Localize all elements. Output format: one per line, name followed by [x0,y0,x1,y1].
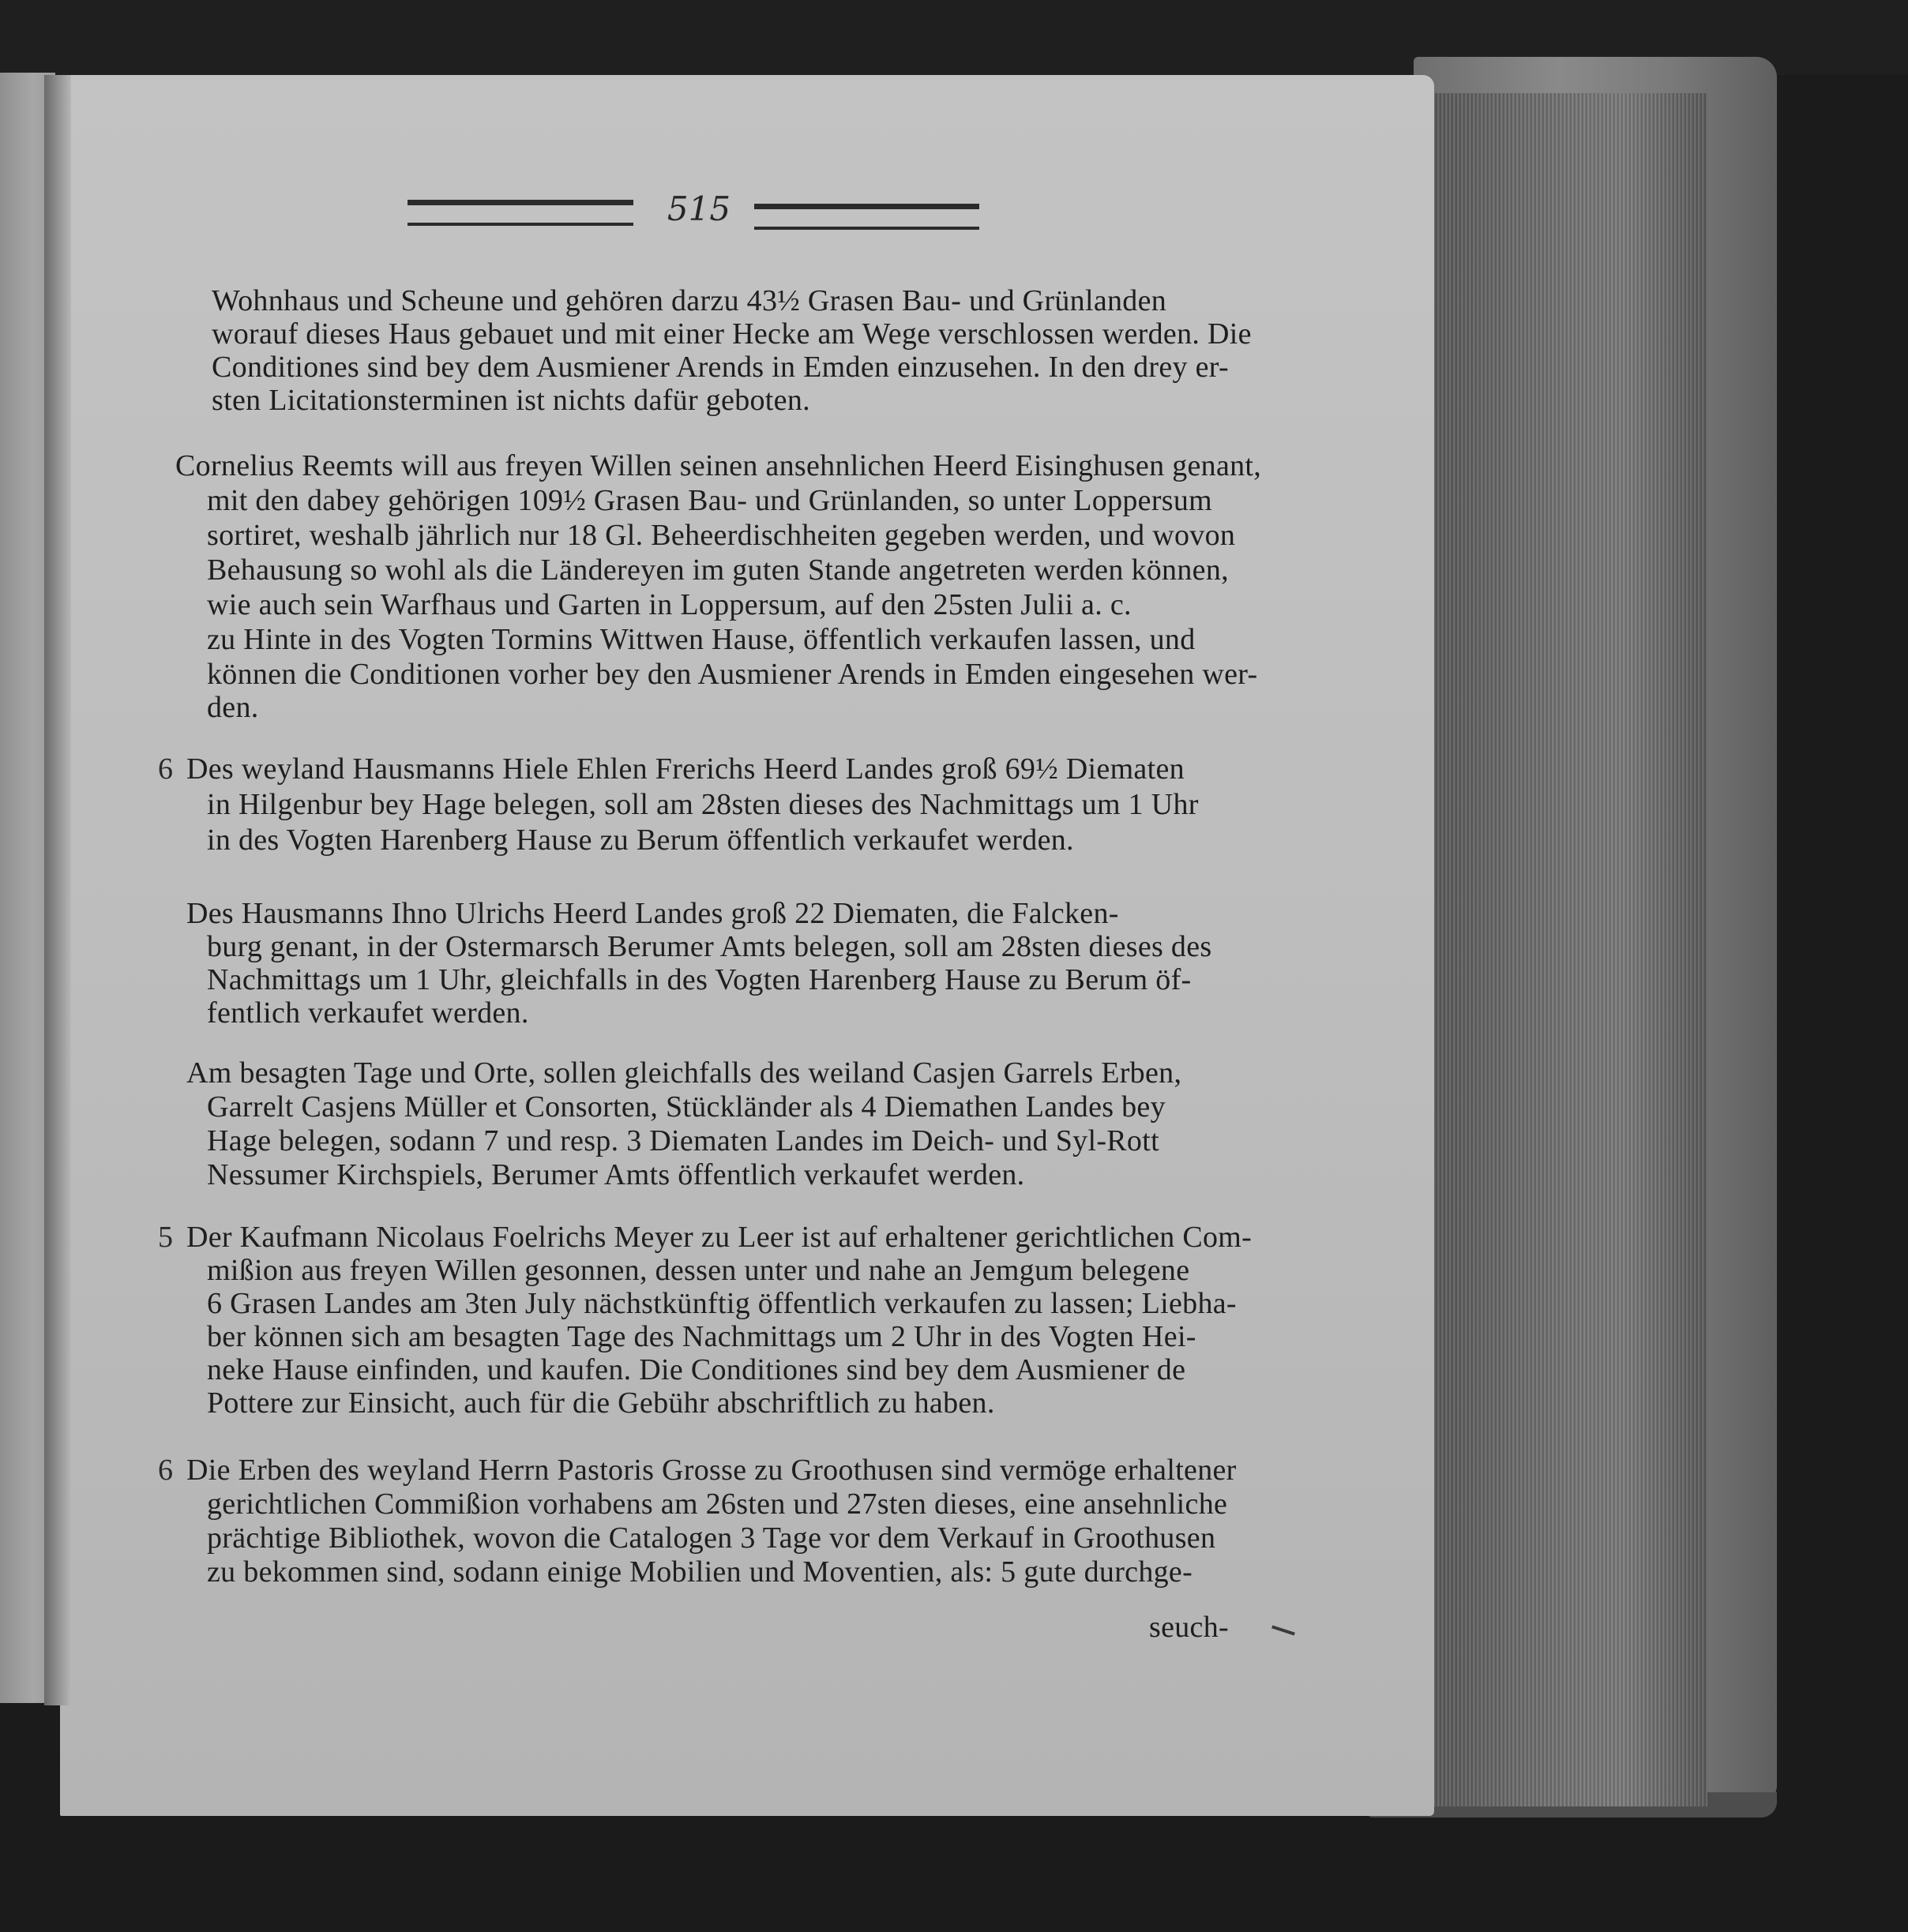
catchword: seuch- [1149,1611,1229,1644]
text-line: zu bekommen sind, sodann einige Mobilien und Moventien, als: 5 gute durchge- [207,1555,1193,1589]
text-line: Nessumer Kirchspiels, Berumer Amts öffentlich verkaufet werden. [207,1158,1025,1191]
text-line: Garrelt Casjens Müller et Consorten, Stückländer als 4 Diemathen Landes bey [207,1090,1166,1124]
text-line: Wohnhaus und Scheune und gehören darzu 43½ Grasen Bau- und Grünlanden [212,284,1167,317]
margin-number: 6 [158,1454,173,1487]
text-line: wie auch sein Warfhaus und Garten in Loppersum, auf den 25sten Julii a. c. [207,588,1132,621]
text-line: ber können sich am besagten Tage des Nachmittags um 2 Uhr in des Vogten Hei- [207,1320,1196,1353]
text-line: Conditiones sind bey dem Ausmiener Arends in Emden einzusehen. In den drey er- [212,351,1229,384]
text-line: mit den dabey gehörigen 109½ Grasen Bau- und Grünlanden, so unter Loppersum [207,484,1213,517]
text-line: neke Hause einfinden, und kaufen. Die Conditiones sind bey dem Ausmiener de [207,1353,1186,1386]
text-line: 6 Grasen Landes am 3ten July nächstkünftig öffentlich verkaufen zu lassen; Liebha- [207,1287,1237,1320]
text-line: mißion aus freyen Willen gesonnen, dessen unter und nahe an Jemgum belegene [207,1254,1190,1287]
text-line: burg genant, in der Ostermarsch Berumer Amts belegen, soll am 28sten dieses des [207,930,1212,963]
page-number: 515 [667,189,731,228]
text-line: in des Vogten Harenberg Hause zu Berum öffentlich verkaufet werden. [207,823,1074,857]
page-block-fore-edge [1429,93,1707,1806]
text-line: Der Kaufmann Nicolaus Foelrichs Meyer zu Leer ist auf erhaltener gerichtlichen Com- [186,1221,1253,1254]
margin-number: 5 [158,1221,173,1254]
text-line: sortiret, weshalb jährlich nur 18 Gl. Beheerdischheiten gegeben werden, und wovon [207,519,1236,552]
text-line: Cornelius Reemts will aus freyen Willen seinen ansehnlichen Heerd Eisinghusen genant, [175,449,1262,482]
text-line: in Hilgenbur bey Hage belegen, soll am 28sten dieses des Nachmittags um 1 Uhr [207,788,1199,821]
text-line: Am besagten Tage und Orte, sollen gleichfalls des weiland Casjen Garrels Erben, [186,1056,1182,1090]
text-line: Hage belegen, sodann 7 und resp. 3 Diematen Landes im Deich- und Syl-Rott [207,1124,1159,1157]
gutter [44,75,71,1705]
text-line: Die Erben des weyland Herrn Pastoris Grosse zu Groothusen sind vermöge erhaltener [186,1454,1237,1487]
text-line: worauf dieses Haus gebauet und mit einer Hecke am Wege verschlossen werden. Die [212,317,1252,351]
text-line: Des Hausmanns Ihno Ulrichs Heerd Landes groß 22 Diematen, die Falcken- [186,897,1119,930]
text-line: sten Licitationsterminen ist nichts dafür geboten. [212,384,810,417]
text-line: Nachmittags um 1 Uhr, gleichfalls in des Vogten Harenberg Hause zu Berum öf- [207,963,1192,996]
text-line: können die Conditionen vorher bey den Ausmiener Arends in Emden eingesehen wer- [207,658,1258,691]
text-line: Pottere zur Einsicht, auch für die Gebühr abschriftlich zu haben. [207,1386,995,1420]
header-rule-right [754,204,979,230]
margin-number: 6 [158,752,173,786]
text-line: den. [207,691,259,724]
text-line: Des weyland Hausmanns Hiele Ehlen Frerichs Heerd Landes groß 69½ Diematen [186,752,1185,786]
text-line: prächtige Bibliothek, wovon die Catalogen 3 Tage vor dem Verkauf in Groothusen [207,1521,1216,1555]
header-rule-left [408,200,633,226]
text-line: zu Hinte in des Vogten Tormins Wittwen Hause, öffentlich verkaufen lassen, und [207,623,1196,656]
text-line: fentlich verkaufet werden. [207,996,529,1030]
text-line: gerichtlichen Commißion vorhabens am 26sten und 27sten dieses, eine ansehnliche [207,1487,1228,1521]
text-line: Behausung so wohl als die Ländereyen im guten Stande angetreten werden können, [207,553,1229,587]
